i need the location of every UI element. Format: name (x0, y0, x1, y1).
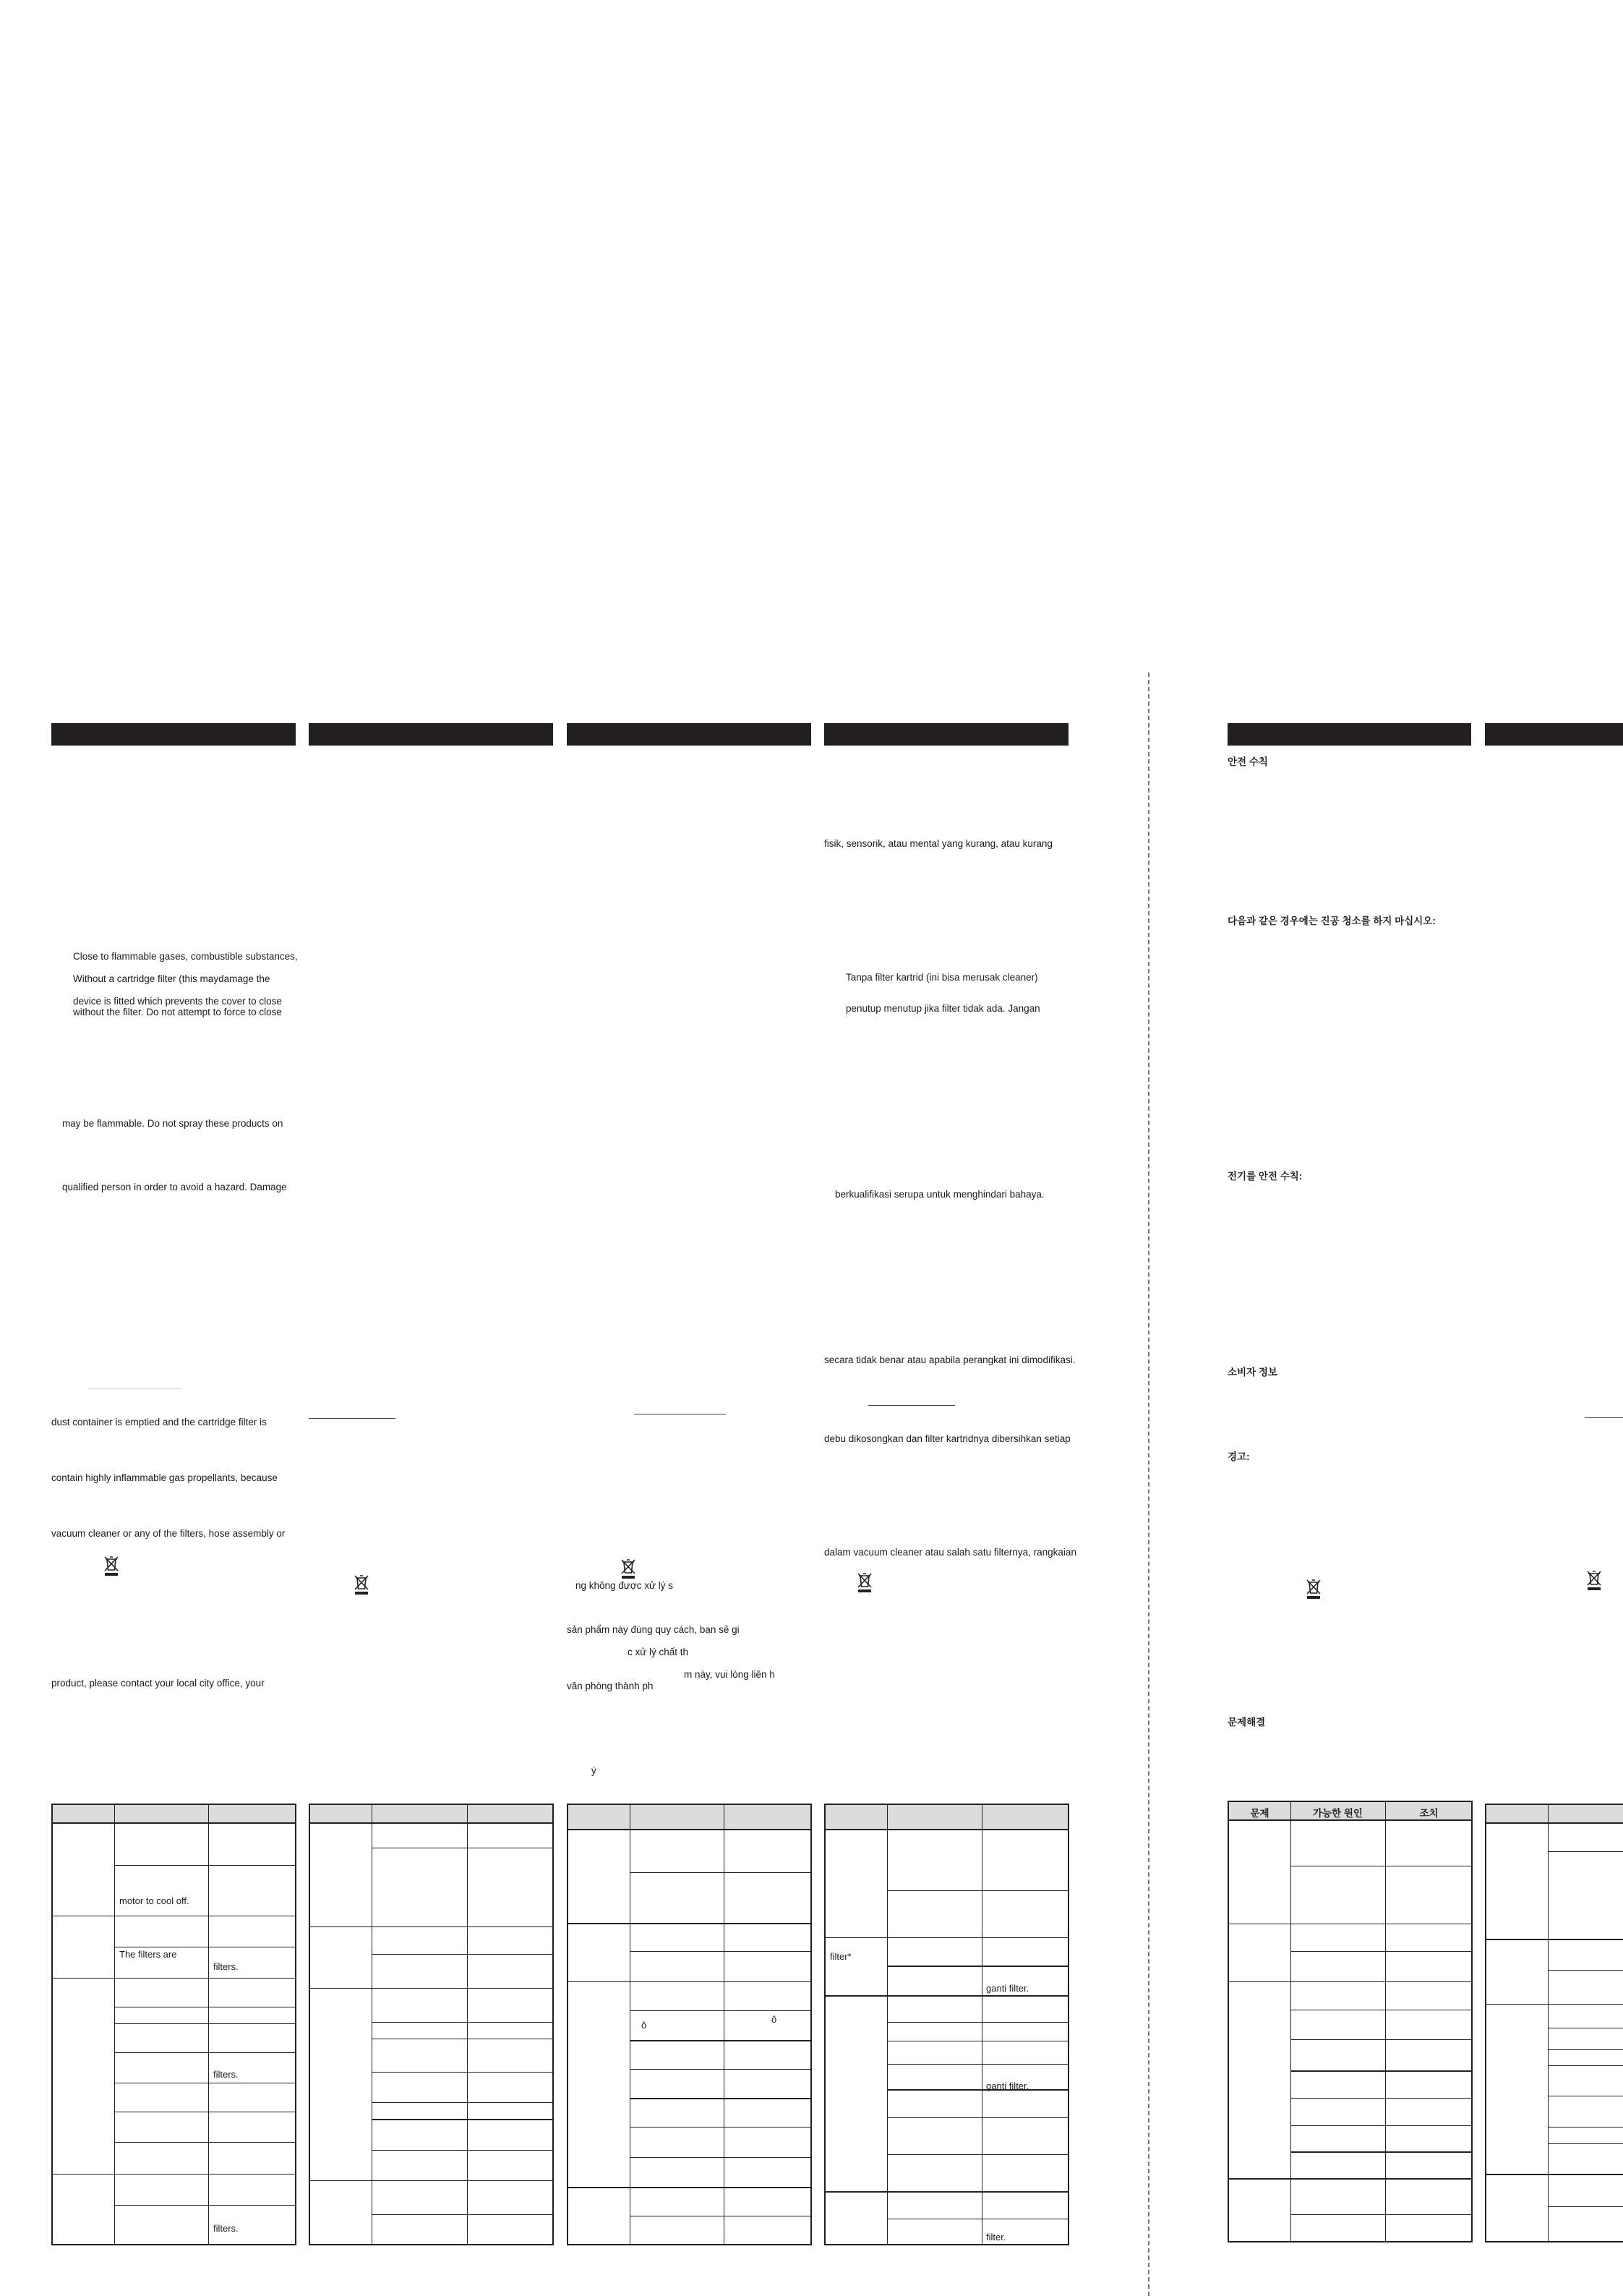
divider (309, 1418, 395, 1419)
table-header-cause: 가능한 원인 (1313, 1808, 1363, 1819)
row-divider (1486, 1939, 1623, 1940)
row-divider (1548, 1970, 1623, 1971)
table-header-row (568, 1805, 810, 1830)
korean-heading: 경고: (1228, 1451, 1250, 1462)
column-divider (1385, 1802, 1386, 2241)
table-cell: filter* (830, 1951, 852, 1962)
troubleshooting-table-6 (1485, 1804, 1623, 2242)
korean-heading: 소비자 정보 (1228, 1367, 1277, 1378)
row-divider (1548, 1851, 1623, 1852)
fold-line (1148, 673, 1149, 2296)
row-divider (826, 1995, 1068, 1997)
row-divider (1548, 2049, 1623, 2050)
table-cell: filters. (213, 2069, 239, 2080)
row-divider (826, 1937, 1068, 1938)
row-divider (1548, 2143, 1623, 2144)
row-divider (372, 2072, 552, 2073)
weee-crossed-bin-icon (1305, 1578, 1322, 1600)
troubleshooting-table-indonesian (824, 1804, 1069, 2245)
column-header-bar-6 (1485, 723, 1623, 746)
column-divider (1548, 1805, 1549, 2241)
english-text-line: without the filter. Do not attempt to force to close (73, 1007, 282, 1017)
indonesian-text-line: dalam vacuum cleaner atau salah satu filternya, rangkaian (824, 1547, 1076, 1558)
row-divider (1229, 2178, 1471, 2180)
row-divider (630, 2157, 810, 2158)
row-divider (114, 2023, 295, 2024)
row-divider (1290, 2039, 1471, 2040)
table-header-action: 조치 (1419, 1808, 1439, 1819)
table-header-row (53, 1805, 295, 1824)
row-divider (630, 1872, 810, 1873)
row-divider (1486, 2004, 1623, 2005)
vietnamese-text-line: ng không được xử lý s (575, 1580, 673, 1591)
weee-crossed-bin-icon (353, 1574, 370, 1595)
troubleshooting-table-vietnamese (567, 1804, 812, 2245)
english-text-line: device is fitted which prevents the cover to close (73, 996, 282, 1007)
column-divider (887, 1805, 888, 2244)
row-divider (1548, 2127, 1623, 2128)
table-cell: The filters are (119, 1949, 177, 1960)
row-divider (1290, 2151, 1471, 2153)
vietnamese-text-line: m này, vui lòng liên h (684, 1669, 775, 1680)
row-divider (630, 2069, 810, 2070)
row-divider (114, 2205, 295, 2206)
indonesian-text-line: secara tidak benar atau apabila perangkat ini dimodifikasi. (824, 1354, 1076, 1365)
indonesian-text-line: Tanpa filter kartrid (ini bisa merusak cleaner) (846, 972, 1038, 983)
english-text-line: qualified person in order to avoid a hazard. Damage (62, 1182, 287, 1192)
vietnamese-text-line: văn phòng thành ph (567, 1681, 654, 1691)
indonesian-text-line: fisik, sensorik, atau mental yang kurang, atau kurang (824, 838, 1053, 849)
column-header-bar-english (51, 723, 296, 746)
table-header-row (826, 1805, 1068, 1830)
row-divider (568, 1923, 810, 1924)
table-header-problem: 문제 (1250, 1808, 1269, 1819)
row-divider (1290, 2125, 1471, 2126)
troubleshooting-table-english (51, 1804, 296, 2245)
table-cell: ô (771, 2014, 777, 2025)
row-divider (372, 1954, 552, 1955)
english-text-line: vacuum cleaner or any of the filters, hose assembly or (51, 1528, 286, 1539)
korean-heading: 전기를 안전 수칙: (1228, 1171, 1303, 1182)
row-divider (1548, 2065, 1623, 2066)
table-cell: filters. (213, 2223, 239, 2234)
row-divider (887, 1966, 1068, 1967)
table-cell: filters. (213, 1961, 239, 1972)
row-divider (1486, 2174, 1623, 2175)
weee-crossed-bin-icon (103, 1555, 120, 1576)
column-header-bar-vietnamese (567, 723, 811, 746)
divider (1585, 1417, 1623, 1418)
vietnamese-text-line: ý (591, 1765, 596, 1776)
row-divider (310, 1926, 552, 1927)
table-cell: ganti filter. (986, 1983, 1029, 1994)
row-divider (887, 2064, 1068, 2065)
table-cell: ganti filter. (986, 2081, 1029, 2091)
troubleshooting-table-2 (309, 1804, 554, 2245)
row-divider (114, 2052, 295, 2053)
table-cell: filter. (986, 2232, 1006, 2242)
korean-heading: 다음과 같은 경우에는 진공 청소를 하지 마십시오: (1228, 916, 1436, 926)
row-divider (1290, 2070, 1471, 2072)
english-text-line: Without a cartridge filter (this maydamage the (73, 973, 270, 984)
row-divider (372, 2102, 552, 2103)
korean-heading: 문제해결 (1228, 1717, 1266, 1728)
weee-crossed-bin-icon (856, 1571, 873, 1593)
row-divider (372, 2022, 552, 2023)
row-divider (310, 1988, 552, 1989)
row-divider (372, 2150, 552, 2151)
row-divider (1290, 1951, 1471, 1952)
row-divider (630, 2040, 810, 2041)
english-text-line: dust container is emptied and the cartridge filter is (51, 1417, 267, 1427)
row-divider (826, 2191, 1068, 2193)
column-divider (467, 1805, 468, 2244)
korean-heading: 안전 수칙 (1228, 756, 1268, 767)
english-text-line: contain highly inflammable gas propellants, because (51, 1472, 278, 1483)
row-divider (53, 1978, 295, 1979)
row-divider (568, 2187, 810, 2188)
row-divider (1290, 2098, 1471, 2099)
divider (88, 1388, 181, 1389)
row-divider (1229, 1981, 1471, 1982)
column-header-bar-2 (309, 723, 553, 746)
row-divider (568, 1981, 810, 1982)
row-divider (887, 2117, 1068, 2118)
row-divider (372, 2214, 552, 2215)
row-divider (630, 1951, 810, 1952)
troubleshooting-table-korean (1228, 1801, 1473, 2242)
weee-crossed-bin-icon (620, 1558, 637, 1579)
column-divider (1290, 1802, 1291, 2241)
divider (868, 1405, 955, 1406)
english-text-line: Close to flammable gases, combustible substances, (73, 951, 298, 962)
weee-crossed-bin-icon (1585, 1569, 1603, 1591)
vietnamese-text-line: sản phẩm này đúng quy cách, bạn sẽ gi (567, 1624, 740, 1635)
row-divider (630, 2010, 810, 2011)
row-divider (114, 1865, 295, 1866)
row-divider (310, 2180, 552, 2181)
english-text-line: product, please contact your local city office, your (51, 1678, 265, 1689)
indonesian-text-line: berkualifikasi serupa untuk menghindari bahaya. (835, 1189, 1045, 1200)
row-divider (114, 2142, 295, 2143)
table-header-row (1486, 1805, 1623, 1824)
indonesian-text-line: debu dikosongkan dan filter kartridnya dibersihkan setiap (824, 1433, 1071, 1444)
column-divider (114, 1805, 115, 2244)
vietnamese-text-line: c xử lý chất th (628, 1647, 689, 1657)
indonesian-text-line: penutup menutup jika filter tidak ada. Jangan (846, 1003, 1040, 1014)
row-divider (372, 2119, 552, 2120)
column-header-bar-korean (1228, 723, 1471, 746)
row-divider (1548, 2206, 1623, 2207)
table-header-row (310, 1805, 552, 1824)
row-divider (887, 2089, 1068, 2091)
row-divider (53, 2174, 295, 2175)
table-cell: motor to cool off. (119, 1895, 189, 1906)
column-header-bar-indonesian (824, 723, 1069, 746)
row-divider (630, 2127, 810, 2128)
english-text-line: may be flammable. Do not spray these products on (62, 1118, 283, 1129)
row-divider (630, 2098, 810, 2099)
row-divider (887, 1890, 1068, 1891)
column-divider (208, 1805, 209, 2244)
row-divider (887, 2022, 1068, 2023)
row-divider (1290, 2214, 1471, 2215)
row-divider (887, 2154, 1068, 2155)
table-cell: ô (641, 2020, 647, 2031)
